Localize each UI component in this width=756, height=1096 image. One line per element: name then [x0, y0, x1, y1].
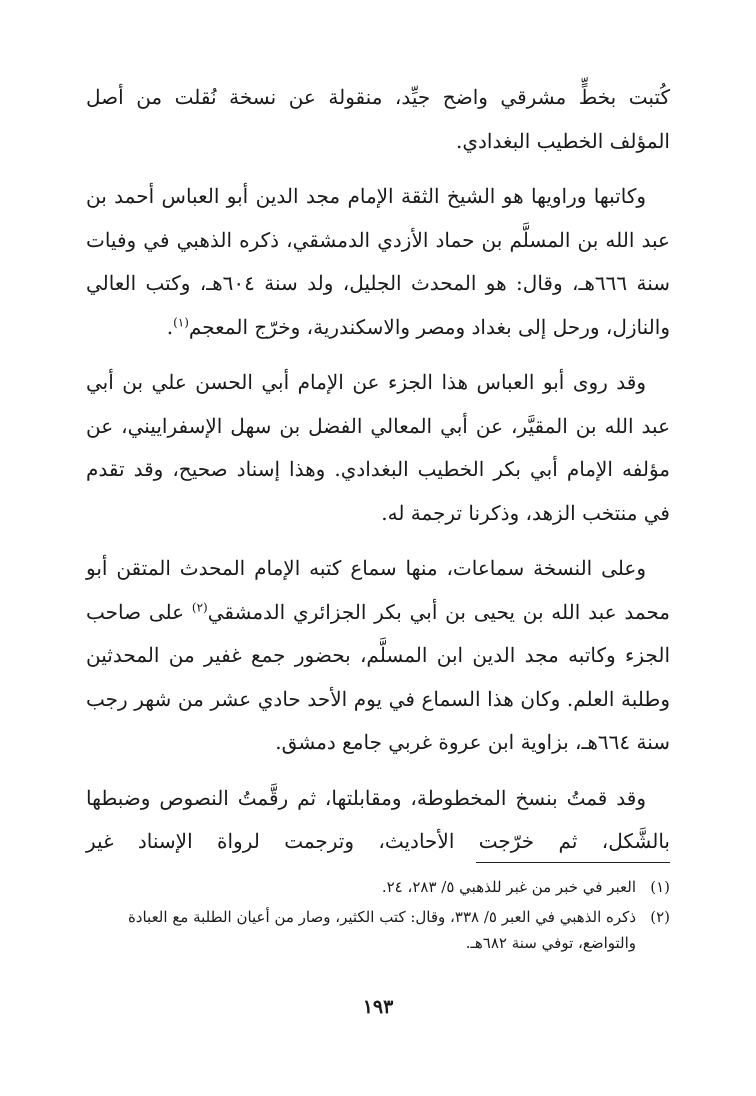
footnote-2	[86, 904, 670, 956]
paragraph-manuscript-description: كُتبت بخطٍّ مشرقي واضح جيِّد، منقولة عن نسخة نُقلت من أصل المؤلف الخطيب البغدادي.	[86, 85, 670, 153]
footnotes	[86, 874, 670, 960]
footnote-ref-1[interactable]: (١)	[173, 314, 189, 329]
paragraph-end-period: .	[166, 314, 174, 339]
footnote-text: ذكره الذهبي في العبر ٥/ ٣٣٨، وقال: كتب الكثير، وصار من أعيان الطلبة مع العبادة والتواضع، توفي سنة ٦٨٢هـ.	[127, 908, 636, 952]
paragraph-editing-method: وقد قمتُ بنسخ المخطوطة، ومقابلتها، ثم رقَّمتُ النصوص وضبطها بالشَّكل، ثم خرّجت الأحاديث، وترجمت لرواة الإسناد غير	[86, 785, 670, 853]
paragraph-audition-notes-text-b: على صاحب الجزء وكاتبه مجد الدين ابن المسلَّم، بحضور جمع غفير من المحدثين وطلبة العلم. وكان هذا السماع في يوم الأحد حادي عشر من شهر رجب سنة ٦٦٤هـ، بزاوية ابن عروة غربي جامع دمشق.	[86, 599, 670, 754]
footnote-ref-2[interactable]: (٢)	[191, 599, 208, 614]
footnote-text: العبر في خبر من غبر للذهبي ٥/ ٢٨٣، ٢٤.	[381, 878, 636, 896]
paragraph-scribe-biography-text: وكاتبها وراويها هو الشيخ الثقة الإمام مجد الدين أبو العباس أحمد بن عبد الله بن المسلَّم بن حماد الأزدي الدمشقي، ذكره الذهبي في وفيات سنة ٦٦٦هـ، وقال: هو المحدث الجليل، ولد سنة ٦٠٤هـ، وكتب العالي والنازل، ورحل إلى بغداد ومصر والاسكندرية، وخرّج المعجم	[86, 184, 671, 339]
footnote-number: (١)	[650, 878, 670, 896]
footnote-1	[86, 874, 670, 900]
paragraph-audition-notes	[86, 547, 670, 765]
footnote-number: (٢)	[650, 908, 670, 926]
paragraph-audition-notes-text-a: وعلى النسخة سماعات، منها سماع كتبه الإمام المحدث المتقن أبو محمد عبد الله بن يحيى بن أبي بكر الجزائري الدمشقي	[86, 556, 671, 624]
footnote-divider	[476, 862, 670, 863]
paragraph-scribe-biography	[86, 175, 670, 349]
page-number: ١٩٣	[362, 996, 394, 1018]
paragraph-chain-of-narration: وقد روى أبو العباس هذا الجزء عن الإمام أبي الحسن علي بن أبي عبد الله بن المقيَّر، عن أبي المعالي الفضل بن سهل الإسفراييني، عن مؤلفه الإمام أبي بكر الخطيب البغدادي. وهذا إسناد صحيح، وقد تقدم في منتخب الزهد، وذكرنا ترجمة له.	[86, 370, 670, 525]
body-text	[86, 76, 670, 876]
